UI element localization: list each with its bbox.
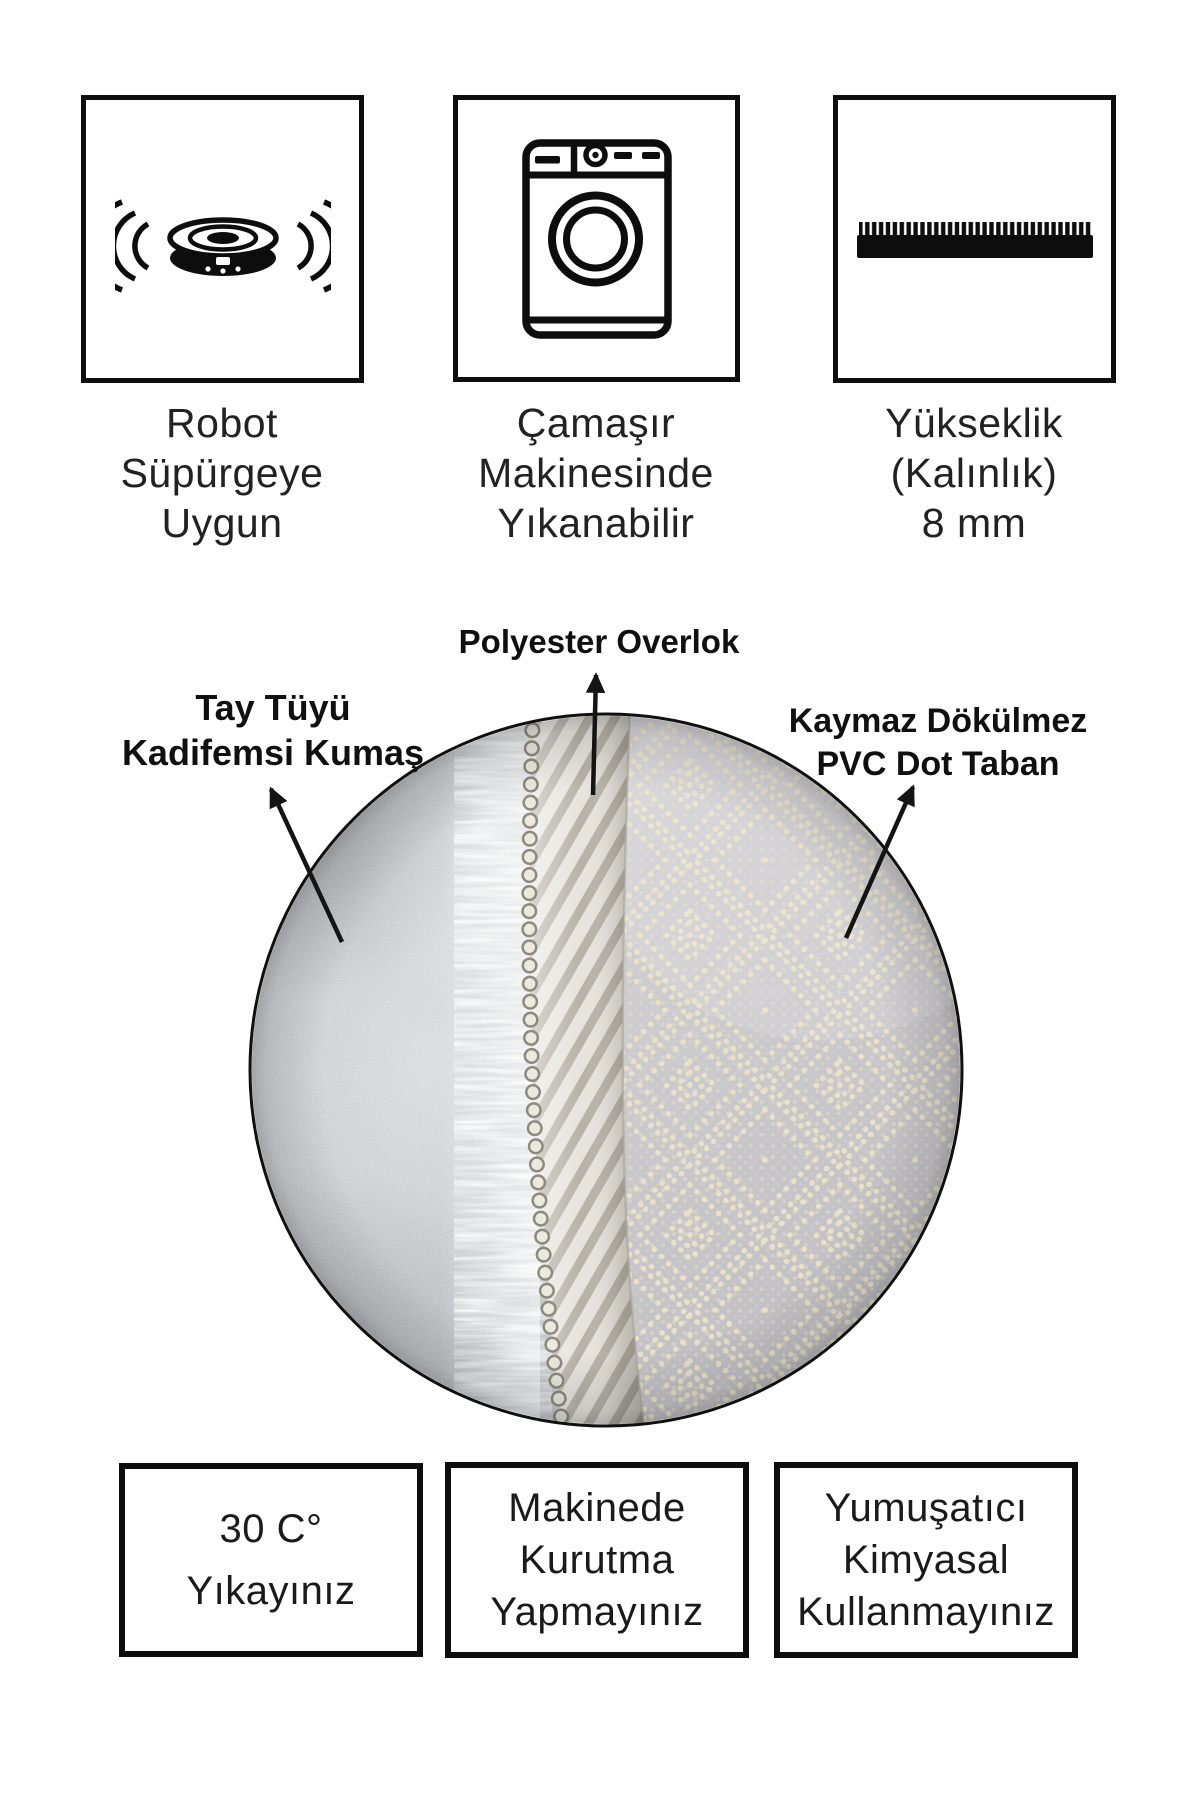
- washing-machine-icon: [522, 139, 672, 339]
- care-line: Yumuşatıcı: [824, 1486, 1028, 1530]
- care-line: Kimyasal: [842, 1538, 1010, 1582]
- care-line: Yapmayınız: [490, 1590, 704, 1634]
- feature-box-washing-machine: [453, 95, 740, 382]
- caption-line: (Kalınlık): [890, 450, 1058, 496]
- arrow-overlock: [593, 675, 596, 795]
- caption-line: Yükseklik: [885, 400, 1063, 446]
- caption-line: Yıkanabilir: [497, 500, 695, 546]
- feature-box-robot-vacuum: [81, 95, 364, 383]
- caption-line: Makinesinde: [478, 450, 714, 496]
- caption-line: 8 mm: [921, 500, 1027, 546]
- label-line: PVC Dot Taban: [816, 745, 1060, 783]
- label-line: Tay Tüyü: [195, 687, 351, 728]
- care-line: Kullanmayınız: [797, 1590, 1055, 1634]
- pile-height-icon: [857, 218, 1093, 260]
- caption-line: Robot: [166, 400, 278, 446]
- caption-line: Süpürgeye: [120, 450, 324, 496]
- label-velvet-fabric: [63, 685, 483, 775]
- care-line: Kurutma: [519, 1538, 675, 1582]
- care-line: Makinede: [508, 1486, 686, 1530]
- care-line: 30 C°: [219, 1507, 323, 1551]
- care-line: Yıkayınız: [186, 1569, 356, 1613]
- caption-height: [804, 398, 1144, 548]
- care-box-no-softener: [774, 1462, 1078, 1658]
- caption-line: Uygun: [161, 500, 283, 546]
- caption-robot: [52, 398, 392, 548]
- caption-line: Çamaşır: [516, 400, 676, 446]
- label-line: Kadifemsi Kumaş: [121, 732, 425, 773]
- label-line: Kaymaz Dökülmez: [788, 702, 1088, 740]
- robot-vacuum-icon: [115, 179, 331, 299]
- label-pvc-base: [718, 700, 1158, 786]
- feature-box-pile-height: [833, 95, 1116, 383]
- caption-washing: [426, 398, 766, 548]
- care-box-wash-30: [119, 1463, 423, 1657]
- care-box-no-tumble-dry: [445, 1462, 749, 1658]
- label-polyester-overlok: Polyester Overlok: [458, 623, 740, 660]
